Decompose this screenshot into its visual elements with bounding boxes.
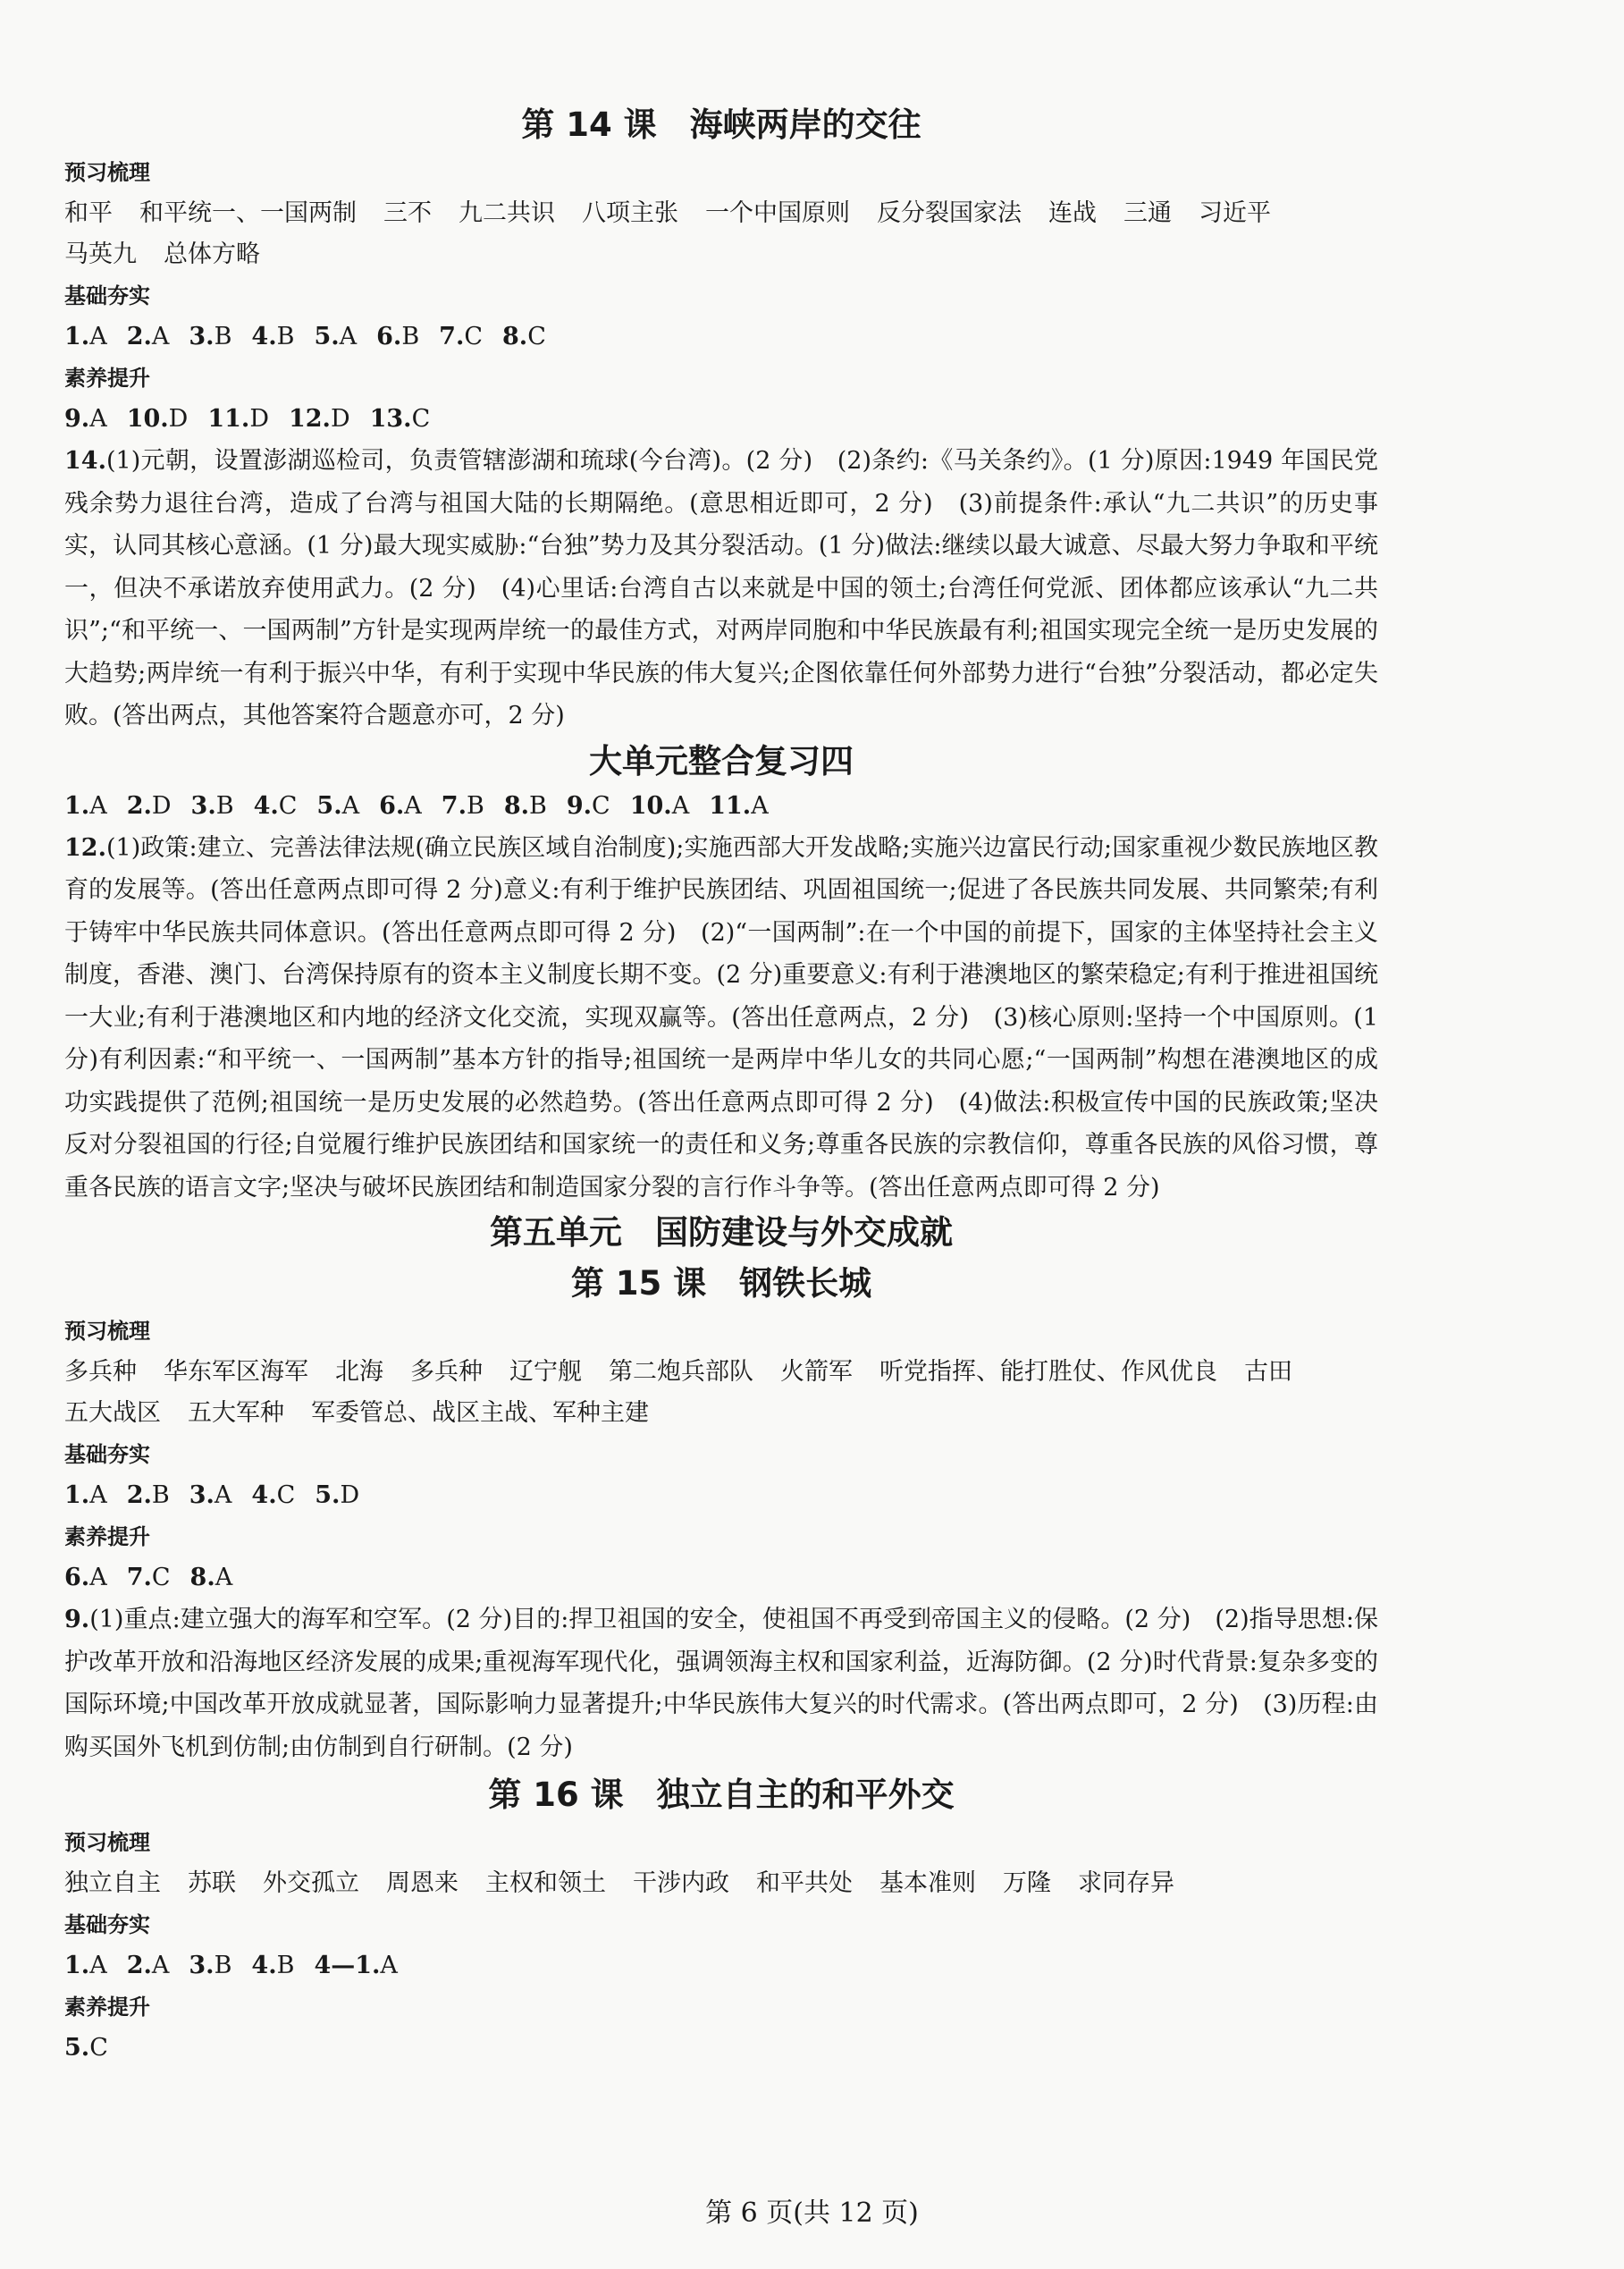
lesson14-basic-label: 基础夯实 [64, 283, 150, 308]
answer-item [64, 2034, 108, 2062]
term: 连战 [1048, 199, 1097, 227]
answer-number: 11. [709, 791, 752, 820]
answer-item [502, 323, 546, 350]
answer-choice: B [401, 323, 420, 350]
answer-number: 7. [126, 1564, 152, 1591]
answer-choice: D [151, 791, 172, 820]
term: 主权和领土 [485, 1869, 606, 1897]
answer-number: 8. [503, 791, 530, 820]
answer-choice: B [215, 791, 234, 820]
answer-number: 9. [566, 791, 593, 820]
answer-choice: B [466, 791, 484, 820]
lesson15-basic-answers [64, 1475, 1378, 1516]
answer-choice: D [330, 405, 350, 433]
answer-number: 3. [189, 1481, 215, 1509]
answer-number: 9. [64, 405, 90, 433]
answer-item [709, 792, 768, 820]
answer-number: 2. [126, 791, 152, 820]
answer-number: 2. [126, 1952, 152, 1979]
lesson14-improve-label: 素养提升 [64, 366, 150, 391]
answer-number: 4. [251, 1481, 277, 1509]
answer-number: 2. [126, 323, 152, 350]
answer-choice: A [380, 1952, 398, 1979]
answer-choice: B [214, 1952, 232, 1979]
answer-item [127, 1564, 171, 1591]
answer-item [254, 792, 298, 820]
review4-answers [64, 786, 1378, 827]
answer-item [289, 405, 350, 433]
term: 八项主张 [582, 199, 678, 227]
answer-choice: A [89, 1564, 107, 1591]
answer-number: 7. [439, 323, 465, 350]
lesson14-preview-line2 [64, 234, 1378, 275]
answer-item [370, 405, 431, 433]
term: 干涉内政 [633, 1869, 729, 1897]
answer-item [251, 1952, 294, 1979]
answer-number: 6. [379, 791, 405, 820]
answer-item [316, 792, 359, 820]
answer-number: 13. [369, 405, 412, 433]
lesson15-improve-answers [64, 1557, 1378, 1598]
lesson14-basic-answers [64, 316, 1378, 358]
lesson16-improve-answers [64, 2028, 1378, 2069]
lesson16-title: 第 16 课 独立自主的和平外交 [488, 1776, 955, 1814]
term: 总体方略 [164, 240, 260, 268]
term: 第二炮兵部队 [609, 1358, 753, 1386]
answer-number: 5. [64, 2034, 90, 2062]
answer-number: 10. [126, 405, 169, 433]
answer-item [251, 1481, 295, 1509]
answer-choice: C [592, 791, 610, 820]
answer-item [251, 323, 294, 350]
lesson15-improve-label: 素养提升 [64, 1524, 150, 1549]
answer-number: 5. [315, 1481, 341, 1509]
answer-item [442, 792, 484, 820]
answer-number: 3. [189, 1952, 215, 1979]
answer-choice: B [214, 323, 232, 350]
answer-choice: A [89, 323, 107, 350]
answer-choice: B [151, 1481, 170, 1509]
page-footer: 第 6 页(共 12 页) [705, 2197, 919, 2229]
term: 三通 [1123, 199, 1172, 227]
answer-item [127, 1481, 170, 1509]
q14-text: (1)元朝，设置澎湖巡检司，负责管辖澎湖和琉球(今台湾)。(2 分) (2)条约:《马关条约》。(1 分)原因:1949 年国民党残余势力退往台湾，造成了台湾与祖国大陆的长期隔绝。(意思相近即可，2 分) (3)前提条件:承认“九二共识”的历史事实，认同其核心意涵。(1 分)最大现实威胁:“台独”势力及其分裂活动。(1 分)做法:继续以最大诚意、尽最大努力争取和平统一，但决不承诺放弃使用武力。(2 分) (4)心里话:台湾自古以来就是中国的领土;台湾任何党派、团体都应该承认“九二共识”;“和平统一、一国两制”方针是实现两岸统一的最佳方式，对两岸同胞和中华民族最有利;祖国实现完全统一是历史发展的大趋势;两岸统一有利于振兴中华，有利于实现中华民族的伟大复兴;企图依靠任何外部势力进行“台独”分裂活动，都必定失败。(答出两点，其他答案符合题意亦可，2 分) [64, 447, 1378, 730]
answer-item [127, 792, 172, 820]
answer-number: 12. [288, 405, 331, 433]
answer-choice: A [341, 791, 360, 820]
answer-choice: A [671, 791, 690, 820]
answer-choice: B [529, 791, 547, 820]
review4-title: 大单元整合复习四 [589, 741, 854, 780]
answer-choice: A [151, 1952, 170, 1979]
term: 火箭军 [780, 1358, 853, 1386]
lesson16-preview-label: 预习梳理 [64, 1830, 150, 1855]
answer-item [64, 1564, 107, 1591]
term: 和平 [64, 199, 113, 227]
answer-choice: A [89, 1952, 107, 1979]
answer-item [64, 792, 107, 820]
answer-number: 4. [251, 323, 277, 350]
answer-number: 1. [64, 1481, 90, 1509]
answer-choice: B [276, 323, 295, 350]
answer-item [189, 1952, 231, 1979]
answer-number: 11. [207, 405, 250, 433]
answer-item [127, 405, 189, 433]
answer-item [314, 323, 357, 350]
term: 独立自主 [64, 1869, 161, 1897]
answer-number: 4—1. [314, 1952, 381, 1979]
answer-choice: A [404, 791, 422, 820]
lesson14-preview-line1 [64, 193, 1378, 234]
lesson15-preview-line2 [64, 1393, 1378, 1434]
term: 三不 [383, 199, 432, 227]
term: 马英九 [64, 240, 137, 268]
answer-item [190, 1564, 233, 1591]
answer-item [127, 323, 170, 350]
answer-item [64, 405, 107, 433]
q9-number: 9. [64, 1606, 90, 1633]
answer-choice: A [214, 1481, 232, 1509]
answer-choice: A [339, 323, 358, 350]
answer-number: 8. [502, 323, 528, 350]
review4-q12 [64, 827, 1378, 1210]
answer-item [376, 323, 419, 350]
answer-item [504, 792, 547, 820]
lesson15-q9 [64, 1598, 1378, 1768]
answer-choice: C [527, 323, 546, 350]
term: 古田 [1244, 1358, 1292, 1386]
lesson16-basic-answers [64, 1945, 1378, 1986]
answer-choice: D [168, 405, 189, 433]
term: 辽宁舰 [509, 1358, 582, 1386]
answer-page [64, 98, 1378, 2069]
lesson14-title: 第 14 课 海峡两岸的交往 [521, 105, 921, 144]
term: 苏联 [188, 1869, 236, 1897]
term: 多兵种 [410, 1358, 483, 1386]
term: 华东军区海军 [164, 1358, 308, 1386]
answer-item [314, 1952, 397, 1979]
answer-number: 1. [64, 791, 90, 820]
answer-number: 4. [251, 1952, 277, 1979]
term: 基本准则 [879, 1869, 976, 1897]
term: 多兵种 [64, 1358, 137, 1386]
answer-item [315, 1481, 359, 1509]
answer-choice: C [89, 2034, 108, 2062]
answer-choice: A [151, 323, 170, 350]
answer-number: 2. [126, 1481, 152, 1509]
answer-number: 7. [441, 791, 467, 820]
answer-item [439, 323, 483, 350]
lesson16-preview-line1 [64, 1863, 1378, 1904]
lesson16-basic-label: 基础夯实 [64, 1912, 150, 1937]
answer-item [191, 792, 234, 820]
term: 五大军种 [188, 1399, 284, 1427]
answer-number: 10. [629, 791, 672, 820]
answer-item [127, 1952, 170, 1979]
term: 和平共处 [756, 1869, 853, 1897]
answer-choice: C [276, 1481, 296, 1509]
answer-number: 6. [64, 1564, 90, 1591]
answer-item [379, 792, 422, 820]
q14-number: 14. [64, 447, 106, 475]
answer-item [189, 323, 231, 350]
answer-number: 5. [316, 791, 342, 820]
answer-item [64, 323, 107, 350]
term: 和平统一、一国两制 [139, 199, 357, 227]
answer-number: 8. [189, 1564, 215, 1591]
lesson15-basic-label: 基础夯实 [64, 1442, 150, 1467]
term: 军委管总、战区主战、军种主建 [311, 1399, 649, 1427]
term: 九二共识 [459, 199, 555, 227]
answer-choice: A [751, 791, 769, 820]
lesson14-improve-answers [64, 399, 1378, 440]
term: 求同存异 [1078, 1869, 1174, 1897]
answer-choice: A [89, 1481, 107, 1509]
answer-choice: C [464, 323, 484, 350]
answer-number: 3. [189, 323, 215, 350]
answer-choice: A [215, 1564, 233, 1591]
q12-text: (1)政策:建立、完善法律法规(确立民族区域自治制度);实施西部大开发战略;实施兴边富民行动;国家重视少数民族地区教育的发展等。(答出任意两点即可得 2 分)意义:有利于维护民族团结、巩固祖国统一;促进了各民族共同发展、共同繁荣;有利于铸牢中华民族共同体意识。(答出任意两点即可得 2 分) (2)“一国两制”:在一个中国的前提下，国家的主体坚持社会主义制度，香港、澳门、台湾保持原有的资本主义制度长期不变。(2 分)重要意义:有利于港澳地区的繁荣稳定;有利于推进祖国统一大业;有利于港澳地区和内地的经济文化交流，实现双赢等。(答出任意两点，2 分) (3)核心原则:坚持一个中国原则。(1 分)有利因素:“和平统一、一国两制”基本方针的指导;祖国统一是两岸中华儿女的共同心愿;“一国两制”构想在港澳地区的成功实践提供了范例;祖国统一是历史发展的必然趋势。(答出任意两点即可得 2 分) (4)做法:积极宣传中国的民族政策;坚决反对分裂祖国的行径;自觉履行维护民族团结和国家统一的责任和义务;尊重各民族的宗教信仰，尊重各民族的风俗习惯，尊重各民族的语言文字;坚决与破坏民族团结和制造国家分裂的言行作斗争等。(答出任意两点即可得 2 分) [64, 833, 1378, 1202]
lesson16-improve-label: 素养提升 [64, 1995, 150, 2020]
answer-choice: C [151, 1564, 171, 1591]
answer-choice: B [276, 1952, 295, 1979]
answer-number: 5. [314, 323, 340, 350]
term: 反分裂国家法 [877, 199, 1022, 227]
term: 北海 [335, 1358, 383, 1386]
answer-number: 6. [376, 323, 402, 350]
term: 听党指挥、能打胜仗、作风优良 [879, 1358, 1217, 1386]
answer-item [567, 792, 610, 820]
answer-item [630, 792, 689, 820]
term: 万隆 [1003, 1869, 1051, 1897]
term: 五大战区 [64, 1399, 161, 1427]
answer-item [207, 405, 269, 433]
term: 习近平 [1199, 199, 1271, 227]
answer-number: 1. [64, 1952, 90, 1979]
q9-text: (1)重点:建立强大的海军和空军。(2 分)目的:捍卫祖国的安全，使祖国不再受到帝国主义的侵略。(2 分) (2)指导思想:保护改革开放和沿海地区经济发展的成果;重视海军现代化，强调领海主权和国家利益，近海防御。(2 分)时代背景:复杂多变的国际环境;中国改革开放成就显著，国际影响力显著提升;中华民族伟大复兴的时代需求。(答出两点即可，2 分) (3)历程:由购买国外飞机到仿制;由仿制到自行研制。(2 分) [64, 1606, 1378, 1761]
answer-choice: A [89, 405, 107, 433]
answer-item [64, 1952, 107, 1979]
answer-item [64, 1481, 107, 1509]
answer-number: 4. [253, 791, 279, 820]
lesson14-preview-label: 预习梳理 [64, 160, 150, 185]
lesson14-q14 [64, 440, 1378, 738]
answer-item [189, 1481, 232, 1509]
answer-choice: D [249, 405, 269, 433]
answer-number: 3. [190, 791, 216, 820]
term: 外交孤立 [263, 1869, 359, 1897]
answer-number: 1. [64, 323, 90, 350]
term: 周恩来 [386, 1869, 459, 1897]
answer-choice: A [89, 791, 107, 820]
unit5-title: 第五单元 国防建设与外交成就 [490, 1213, 953, 1252]
answer-choice: C [278, 791, 298, 820]
lesson15-preview-line1 [64, 1352, 1378, 1393]
term: 一个中国原则 [705, 199, 850, 227]
q12-number: 12. [64, 833, 106, 862]
answer-choice: C [411, 405, 431, 433]
lesson15-title: 第 15 课 钢铁长城 [570, 1264, 872, 1303]
answer-choice: D [340, 1481, 360, 1509]
lesson15-preview-label: 预习梳理 [64, 1319, 150, 1344]
